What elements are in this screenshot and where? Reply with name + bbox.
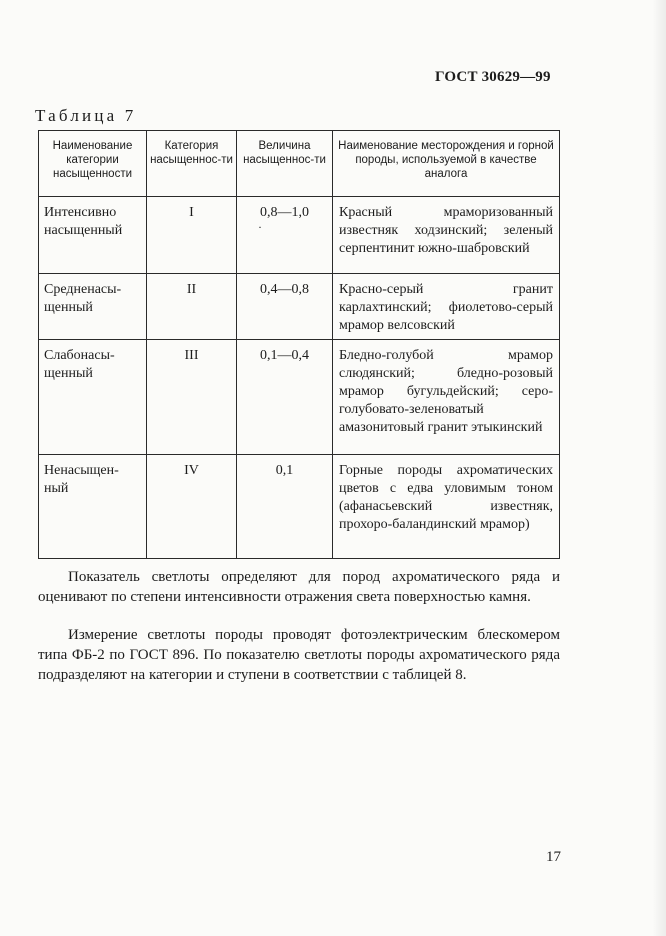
row-value: 0,1—0,4	[237, 340, 333, 455]
row-value-cell	[237, 197, 333, 274]
table-row	[39, 340, 560, 455]
row-analog: Красно-серый гранит карлахтинский; фиолетово-серый мрамор велсовский	[333, 274, 560, 340]
row-analog: Бледно-голубой мрамор слюдянский; бледно-розовый мрамор бугульдейский; серо-голубовато-зеленоватый амазонитовый гранит этыкинский	[333, 340, 560, 455]
header-analog: Наименование месторождения и горной породы, используемой в качестве аналога	[333, 131, 560, 197]
paragraph-lightness-definition: Показатель светлоты определяют для пород ахроматического ряда и оценивают по степени интенсивности отражения света поверхностью камня.	[38, 569, 560, 605]
row-category: I	[147, 197, 237, 274]
row-value: 0,4—0,8	[237, 274, 333, 340]
row-name: Средненасы-щенный	[39, 274, 147, 340]
table-row	[39, 274, 560, 340]
page-number: 17	[546, 849, 561, 865]
row-category: III	[147, 340, 237, 455]
paragraph-lightness-measurement: Измерение светлоты породы проводят фотоэлектрическим блескомером типа ФБ-2 по ГОСТ 896. По показателю светлоты породы ахроматического ряда подразделяют на категории и ступени в соответствии с таблицей 8.	[38, 627, 560, 683]
row-analog: Горные породы ахроматических цветов с едва уловимым тоном (афанасьевский известняк, прохоро-баландинский мрамор)	[333, 455, 560, 559]
stray-mark: ·	[258, 220, 262, 234]
row-category: II	[147, 274, 237, 340]
header-saturation-value: Величина насыщеннос-ти	[237, 131, 333, 197]
page-edge-shadow	[652, 0, 666, 936]
row-name: Слабонасы-щенный	[39, 340, 147, 455]
row-name: Ненасыщен-ный	[39, 455, 147, 559]
table-row	[39, 197, 560, 274]
table-header-row	[39, 131, 560, 197]
row-value: 0,1	[237, 455, 333, 559]
header-category-name: Наименование категории насыщенности	[39, 131, 147, 197]
saturation-table	[38, 130, 560, 559]
header-category: Категория насыщеннос-ти	[147, 131, 237, 197]
row-category: IV	[147, 455, 237, 559]
row-value: 0,8—1,0	[260, 205, 309, 220]
table-row	[39, 455, 560, 559]
document-code: ГОСТ 30629—99	[435, 69, 551, 85]
table-title: Таблица 7	[35, 106, 137, 125]
row-name: Интенсивно насыщенный	[39, 197, 147, 274]
row-analog: Красный мраморизованный известняк ходзинский; зеленый серпентинит южно-шабровский	[333, 197, 560, 274]
